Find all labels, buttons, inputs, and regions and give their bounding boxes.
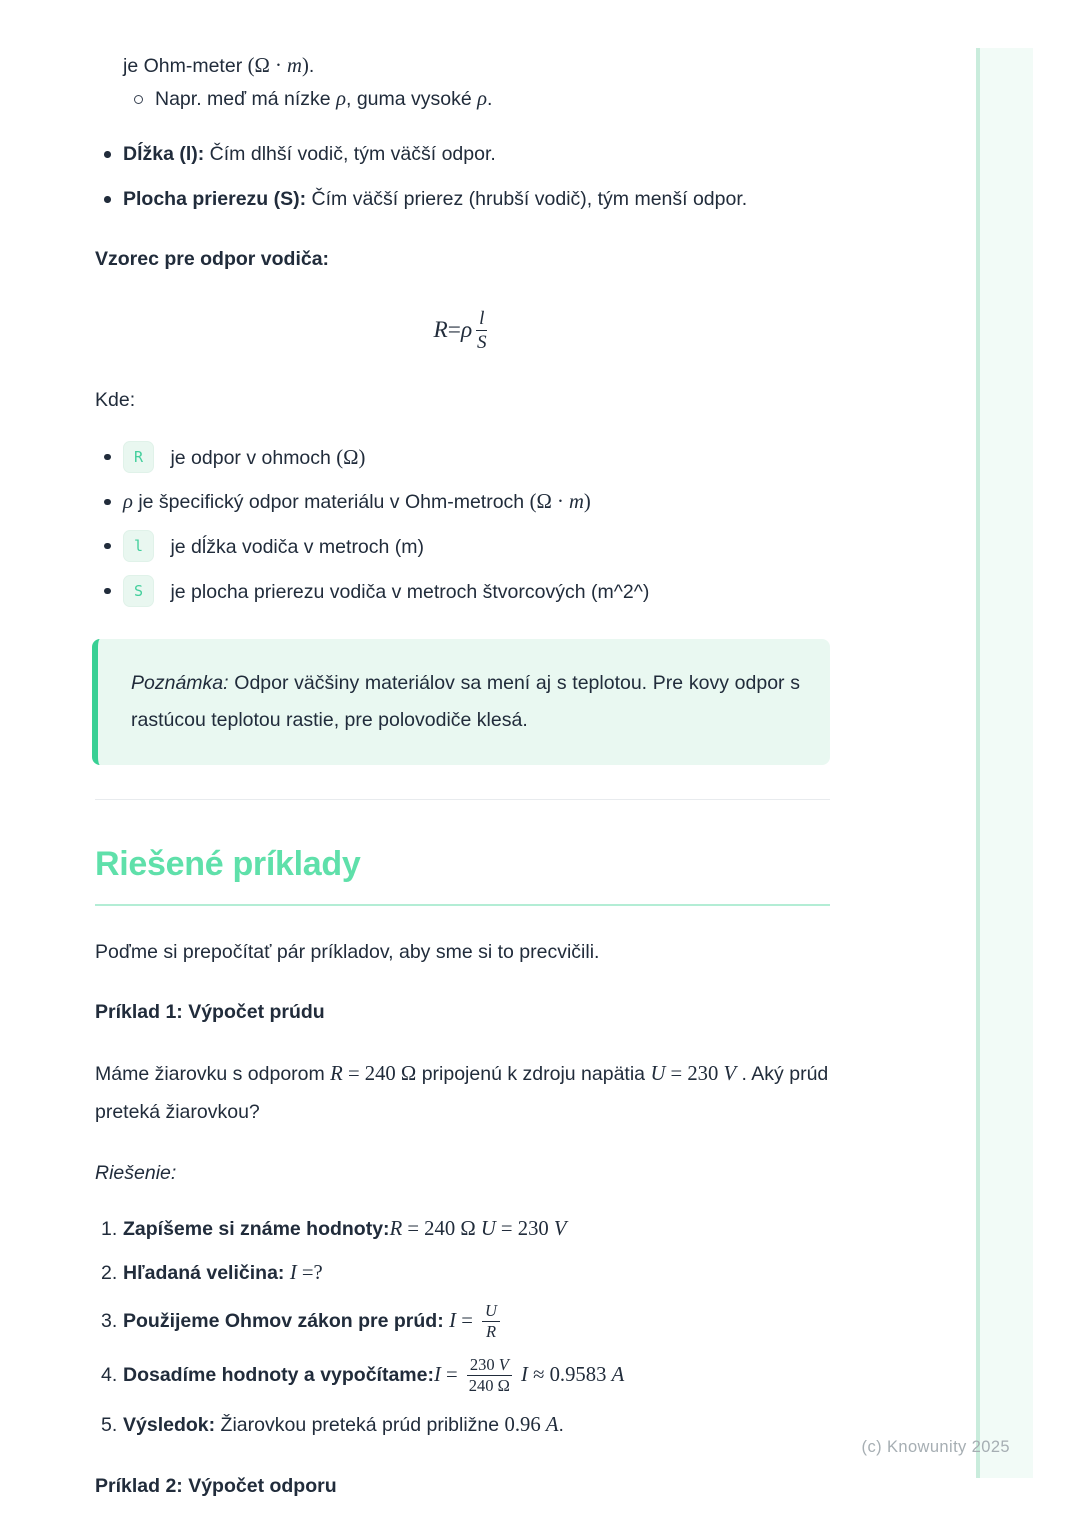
copyright-notice: (c) Knowunity 2025 bbox=[861, 1438, 1010, 1456]
solution-step bbox=[95, 1356, 830, 1396]
solution-step bbox=[95, 1214, 830, 1244]
kde-label: Kde: bbox=[95, 388, 136, 411]
step-text: Zapíšeme si známe hodnoty:R = 240 Ω U = 230 V bbox=[123, 1217, 567, 1240]
intro-paragraph: Poďme si prepočítať pár príkladov, aby sme si to precvičili. bbox=[95, 940, 600, 963]
note-callout: Poznámka: Odpor väčšiny materiálov sa mení aj s teplotou. Pre kovy odpor s rastúcou teplotou rastie, pre polovodiče klesá. bbox=[92, 639, 830, 765]
solution-label: Riešenie: bbox=[95, 1161, 177, 1184]
solution-step bbox=[95, 1258, 830, 1288]
example1-title: Príklad 1: Výpočet prúdu bbox=[95, 1000, 325, 1023]
sub-bullet-list bbox=[95, 83, 830, 116]
paragraph-ohm-meter-unit: je Ohm-meter (Ω · m). bbox=[123, 55, 315, 77]
step-text: Výsledok: Žiarovkou preteká prúd približne 0.96 A. bbox=[123, 1413, 564, 1436]
list-item-var-rho: ρ je špecifický odpor materiálu v Ohm-metroch (Ω · m) bbox=[123, 486, 830, 519]
step-number: 1. bbox=[101, 1217, 118, 1240]
step-number: 2. bbox=[101, 1261, 118, 1284]
formula-heading: Vzorec pre odpor vodiča: bbox=[95, 248, 330, 270]
fraction: $\frac{230 V}{240 \Omega}$ bbox=[468, 1354, 510, 1396]
fraction: $\frac{l}{S}$ bbox=[477, 308, 487, 354]
list-item-var-r: R je odpor v ohmoch (Ω) bbox=[123, 441, 830, 475]
page-edge-strip bbox=[976, 48, 1033, 1478]
section-divider bbox=[95, 799, 830, 800]
list-item-var-l: l je dĺžka vodiča v metroch (m) bbox=[123, 530, 830, 564]
resistance-formula: R = ρ $\frac{l}{S}$ bbox=[433, 308, 487, 354]
variable-list bbox=[95, 441, 830, 609]
list-item-cross-section: Plocha prierezu (S): Čím väčší prierez (hrubší vodič), tým menší odpor. bbox=[123, 183, 830, 216]
inline-code-badge: S bbox=[123, 575, 154, 607]
list-item-length: Dĺžka (l): Čím dlhší vodič, tým väčší odpor. bbox=[123, 138, 830, 171]
section-title: Riešené príklady bbox=[95, 844, 830, 906]
solution-step bbox=[95, 1302, 830, 1342]
solution-steps bbox=[95, 1214, 830, 1440]
inline-code-badge: R bbox=[123, 441, 154, 473]
step-text: Použijeme Ohmov zákon pre prúd: I = $\frac{U}{R}$ bbox=[123, 1302, 830, 1342]
problem-statement: Máme žiarovku s odporom R = 240 Ω pripojenú k zdroju napätia U = 230 V . Aký prúd preteká žiarovkou? bbox=[95, 1062, 829, 1123]
step-text: Dosadíme hodnoty a vypočítame:I = $\frac{230 V}{240 \Omega}$ I ≈ 0.9583 A bbox=[123, 1354, 625, 1396]
factor-list bbox=[95, 138, 830, 216]
fraction: $\frac{U}{R}$ bbox=[482, 1302, 500, 1342]
step-number: 3. bbox=[101, 1309, 118, 1332]
list-item-resistivity-example: Napr. meď má nízke ρ, guma vysoké ρ. bbox=[155, 83, 830, 116]
solution-step bbox=[95, 1410, 830, 1440]
document-content bbox=[95, 0, 830, 1503]
inline-code-badge: l bbox=[123, 530, 154, 562]
step-number: 4. bbox=[101, 1363, 118, 1386]
list-item-var-s: S je plocha prierezu vodiča v metroch štvorcových (m^2^) bbox=[123, 575, 830, 609]
step-text: Hľadaná veličina: I =? bbox=[123, 1261, 323, 1284]
step-number: 5. bbox=[101, 1413, 118, 1436]
example2-title: Príklad 2: Výpočet odporu bbox=[95, 1474, 337, 1497]
